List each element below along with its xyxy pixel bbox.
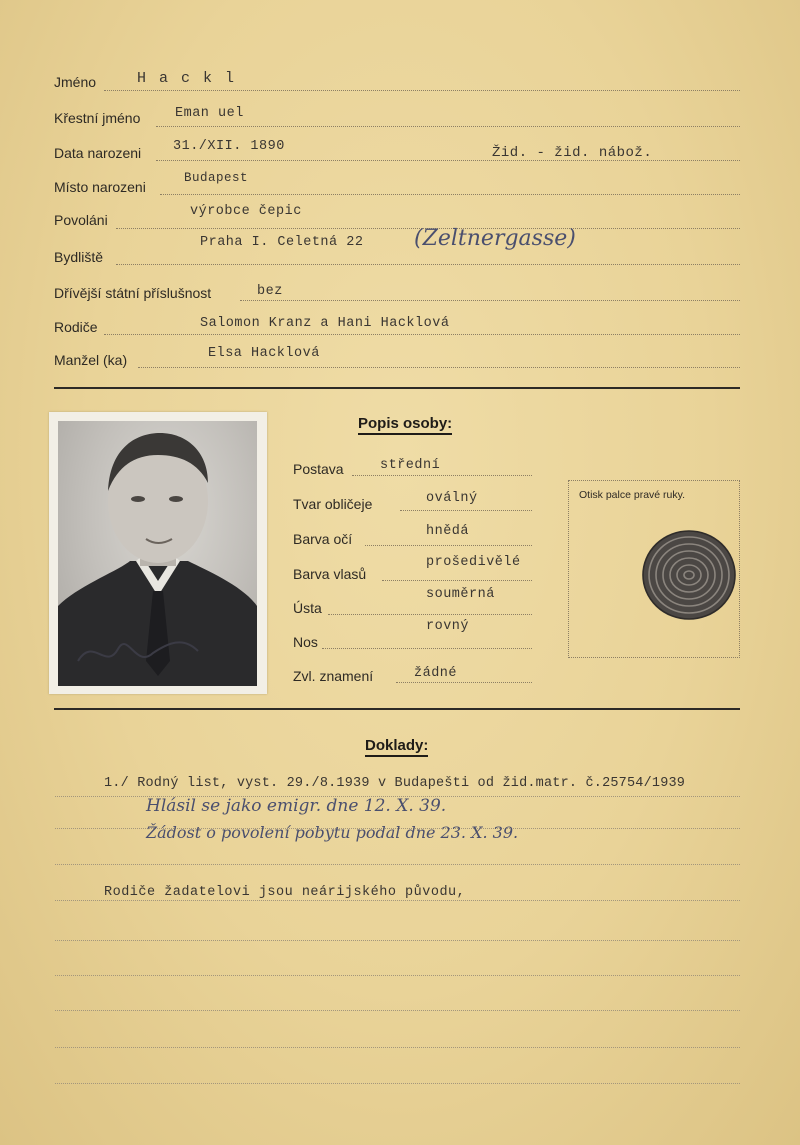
tvar-label: Tvar obličeje: [293, 496, 373, 512]
nos-value: rovný: [426, 619, 470, 634]
vlasy-value: prošedivělé: [426, 555, 521, 570]
tvar-value: oválný: [426, 491, 478, 506]
manzel-value: Elsa Hacklová: [208, 346, 320, 361]
portrait-image: [58, 421, 257, 686]
section-divider-middle: [54, 708, 740, 710]
povolani-value: výrobce čepic: [190, 204, 302, 219]
section-divider-top: [54, 387, 740, 389]
doklady-note: Rodiče žadatelovi jsou neárijského původu,: [104, 885, 466, 900]
doklady-handwritten-1: Hlásil se jako emigr. dne 12. X. 39.: [146, 796, 447, 816]
postava-value: střední: [380, 458, 441, 473]
jmeno-value: H a c k l: [137, 70, 237, 87]
vlasy-label: Barva vlasů: [293, 566, 367, 582]
doklady-line-1: 1./ Rodný list, vyst. 29./8.1939 v Budapešti od žid.matr. č.25754/1939: [104, 776, 686, 791]
fingerprint-box: [568, 480, 740, 658]
oci-value: hnědá: [426, 524, 470, 539]
oci-label: Barva očí: [293, 531, 353, 547]
rodice-value: Salomon Kranz a Hani Hacklová: [200, 316, 450, 331]
misto-label: Místo narozeni: [54, 179, 146, 195]
prislusnost-value: bez: [257, 284, 283, 299]
doklady-handwritten-2: Žádost o povolení pobytu podal dne 23. X. 39.: [146, 823, 519, 842]
prislusnost-label: Dřívější státní příslušnost: [54, 285, 212, 301]
usta-value: souměrná: [426, 587, 495, 602]
krestni-value: Eman uel: [175, 106, 244, 121]
postava-label: Postava: [293, 461, 344, 477]
doklady-heading: Doklady:: [365, 737, 428, 757]
jmeno-label: Jméno: [54, 74, 97, 90]
manzel-label: Manžel (ka): [54, 352, 128, 368]
bydliste-label: Bydliště: [54, 249, 104, 265]
povolani-label: Povoláni: [54, 212, 108, 228]
narozeni-label: Data narozeni: [54, 145, 142, 161]
znameni-label: Zvl. znamení: [293, 668, 374, 684]
fingerprint-label: Otisk palce pravé ruky.: [579, 489, 686, 501]
znameni-value: žádné: [414, 666, 458, 681]
popis-heading: Popis osoby:: [358, 415, 452, 435]
portrait-photo: [49, 412, 267, 694]
usta-label: Ústa: [293, 600, 322, 616]
fingerprint-icon: [639, 523, 739, 627]
misto-value: Budapest: [184, 171, 249, 185]
narozeni-note: Žid. - žid. nábož.: [492, 145, 653, 161]
bydliste-value: Praha I. Celetná 22: [200, 235, 364, 250]
narozeni-value: 31./XII. 1890: [173, 139, 285, 154]
nos-label: Nos: [293, 634, 318, 650]
bydliste-handwritten: (Zeltnergasse): [414, 226, 576, 251]
rodice-label: Rodiče: [54, 319, 98, 335]
krestni-label: Křestní jméno: [54, 110, 141, 126]
